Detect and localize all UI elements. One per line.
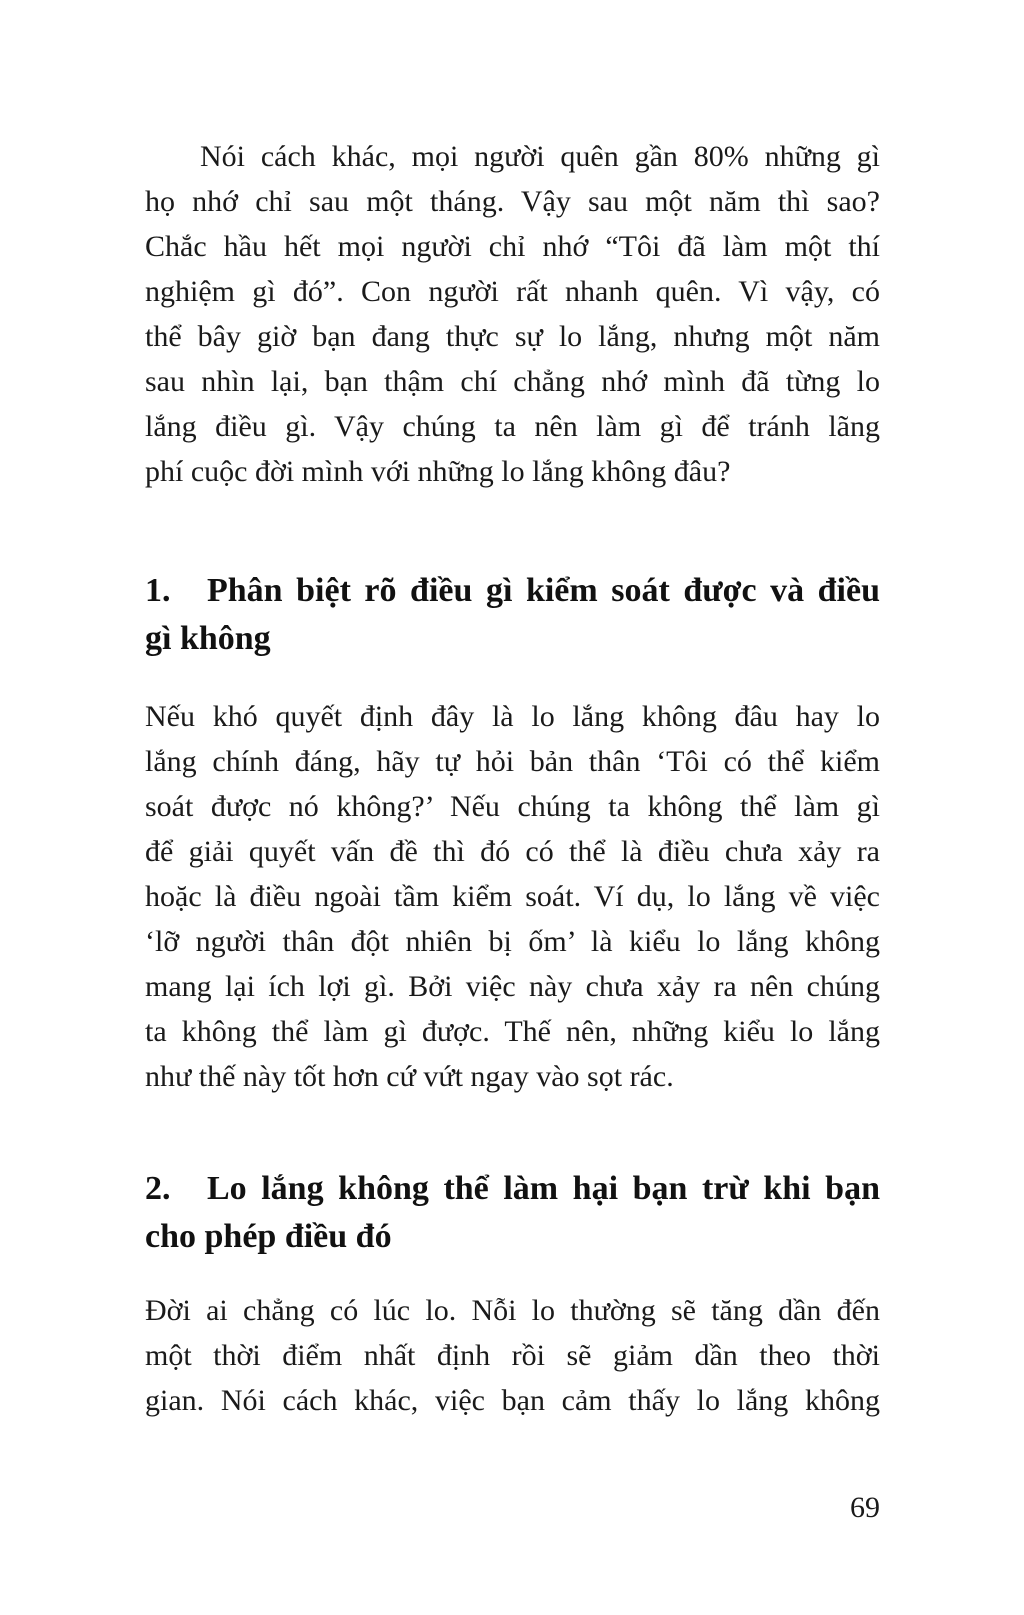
page-content: [145, 0, 880, 1423]
text-line: như thế này tốt hơn cứ vứt ngay vào sọt rác.: [145, 1060, 674, 1093]
text-line: phí cuộc đời mình với những lo lắng không đâu?: [145, 455, 731, 488]
text-line: ‘lỡ người thân đột nhiên bị ốm’ là kiểu lo lắng không: [145, 925, 880, 958]
text-line: gian. Nói cách khác, việc bạn cảm thấy lo lắng không: [145, 1384, 880, 1417]
text-line: lắng điều gì. Vậy chúng ta nên làm gì để tránh lãng: [145, 410, 880, 443]
heading-number: 2.: [145, 1170, 171, 1207]
text-line: ta không thể làm gì được. Thế nên, những kiểu lo lắng: [145, 1015, 880, 1048]
heading-line: [145, 1165, 880, 1213]
text-line: Đời ai chẳng có lúc lo. Nỗi lo thường sẽ tăng dần đến: [145, 1294, 880, 1327]
text-line: hoặc là điều ngoài tầm kiểm soát. Ví dụ, lo lắng về việc: [145, 880, 880, 913]
heading-text: Phân biệt rõ điều gì kiểm soát được và điều: [207, 572, 880, 609]
text-line: sau nhìn lại, bạn thậm chí chẳng nhớ mình đã từng lo: [145, 365, 880, 398]
page-number: 69: [850, 1491, 880, 1524]
section-1-paragraph: [145, 694, 880, 1099]
intro-paragraph: [145, 134, 880, 494]
text-line: thể bây giờ bạn đang thực sự lo lắng, nhưng một năm: [145, 320, 880, 353]
text-line: nghiệm gì đó”. Con người rất nhanh quên. Vì vậy, có: [145, 275, 880, 308]
text-line: một thời điểm nhất định rồi sẽ giảm dần theo thời: [145, 1339, 880, 1372]
heading-line: [145, 567, 880, 615]
text-line: soát được nó không?’ Nếu chúng ta không thể làm gì: [145, 790, 880, 823]
section-2-heading: [145, 1165, 880, 1261]
text-line: Nếu khó quyết định đây là lo lắng không đâu hay lo: [145, 700, 880, 733]
text-line: mang lại ích lợi gì. Bởi việc này chưa xảy ra nên chúng: [145, 970, 880, 1003]
text-line: lắng chính đáng, hãy tự hỏi bản thân ‘Tôi có thể kiểm: [145, 745, 880, 778]
heading-line: cho phép điều đó: [145, 1218, 392, 1255]
heading-number: 1.: [145, 572, 171, 609]
section-2-paragraph: [145, 1288, 880, 1423]
text-line: Chắc hầu hết mọi người chỉ nhớ “Tôi đã làm một thí: [145, 230, 880, 263]
text-line: để giải quyết vấn đề thì đó có thể là điều chưa xảy ra: [145, 835, 880, 868]
section-1-heading: [145, 567, 880, 663]
heading-text: Lo lắng không thể làm hại bạn trừ khi bạn: [207, 1170, 880, 1207]
heading-line: gì không: [145, 620, 271, 657]
text-line: Nói cách khác, mọi người quên gần 80% những gì: [200, 140, 880, 173]
text-line: họ nhớ chỉ sau một tháng. Vậy sau một năm thì sao?: [145, 185, 880, 218]
